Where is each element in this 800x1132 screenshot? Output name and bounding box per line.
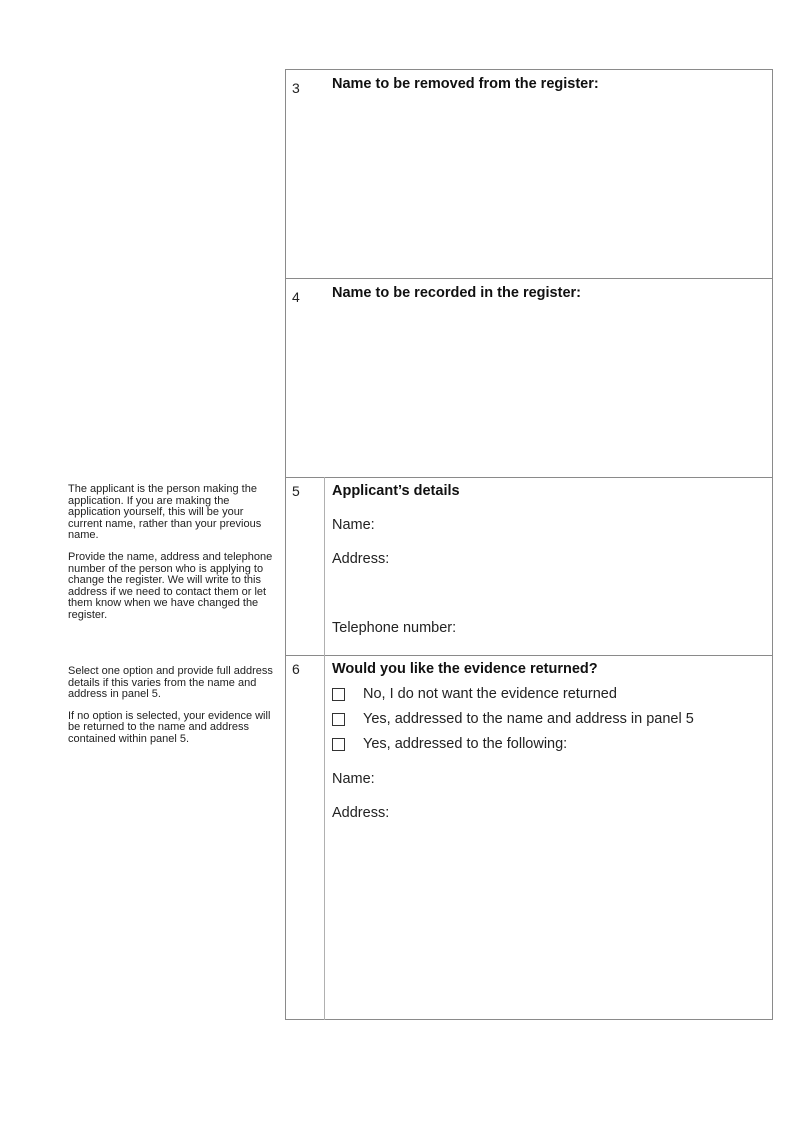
panel-3-title: Name to be removed from the register: (332, 76, 599, 92)
return-name-field[interactable] (380, 768, 768, 788)
recorded-name-entry-area[interactable] (326, 308, 770, 474)
panel-6-guidance (68, 666, 280, 756)
form-right-border (772, 69, 773, 1020)
form-bottom-border (285, 1019, 773, 1020)
option-return-panel-5-label: Yes, addressed to the name and address in panel 5 (363, 711, 694, 727)
option-no-return-checkbox[interactable] (332, 688, 345, 701)
panel-5-number: 5 (292, 483, 300, 499)
return-name-label: Name: (332, 771, 375, 787)
return-address-label: Address: (332, 805, 390, 821)
option-return-panel-5[interactable] (332, 710, 694, 728)
panel-divider-5-6 (285, 655, 773, 656)
panel-5-guidance-paragraph-1: The applicant is the person making the application. If you are making the application yourself, this will be your current name, rather than your previous name. (68, 483, 262, 542)
panel-divider-4-5 (285, 477, 773, 478)
applicant-telephone-label: Telephone number: (332, 620, 457, 636)
panel-3-number: 3 (292, 80, 300, 96)
panel-4-number: 4 (292, 289, 300, 305)
option-no-return-label: No, I do not want the evidence returned (363, 686, 617, 702)
return-address-field[interactable] (394, 802, 768, 1012)
panel-4-title: Name to be recorded in the register: (332, 285, 581, 301)
option-return-following[interactable] (332, 735, 567, 753)
panel-divider-3-4 (285, 278, 773, 279)
panel-5-guidance (68, 484, 280, 632)
applicant-telephone-field[interactable] (464, 617, 768, 637)
removed-name-entry-area[interactable] (326, 100, 770, 275)
option-return-following-label: Yes, addressed to the following: (363, 736, 568, 752)
applicant-name-field[interactable] (380, 514, 768, 534)
panel-6-number: 6 (292, 661, 300, 677)
panel-6-guidance-paragraph-2: If no option is selected, your evidence will be returned to the name and address contained within panel 5. (68, 709, 271, 745)
panel-5-guidance-paragraph-2: Provide the name, address and telephone number of the person who is applying to change the register. We will write to this address if we need to contact them or let them know when we have changed the register. (68, 550, 273, 621)
applicant-address-field[interactable] (394, 548, 768, 608)
option-no-return[interactable] (332, 685, 617, 703)
option-return-following-checkbox[interactable] (332, 738, 345, 751)
panel-6-guidance-paragraph-1: Select one option and provide full address details if this varies from the name and address in panel 5. (68, 665, 273, 701)
panel-6-title: Would you like the evidence returned? (332, 661, 598, 677)
option-return-panel-5-checkbox[interactable] (332, 713, 345, 726)
form-top-border (285, 69, 773, 70)
number-column-divider (324, 477, 325, 1020)
applicant-name-label: Name: (332, 517, 375, 533)
form-left-border (285, 69, 286, 1020)
applicant-address-label: Address: (332, 551, 390, 567)
panel-5-title: Applicant’s details (332, 483, 460, 499)
